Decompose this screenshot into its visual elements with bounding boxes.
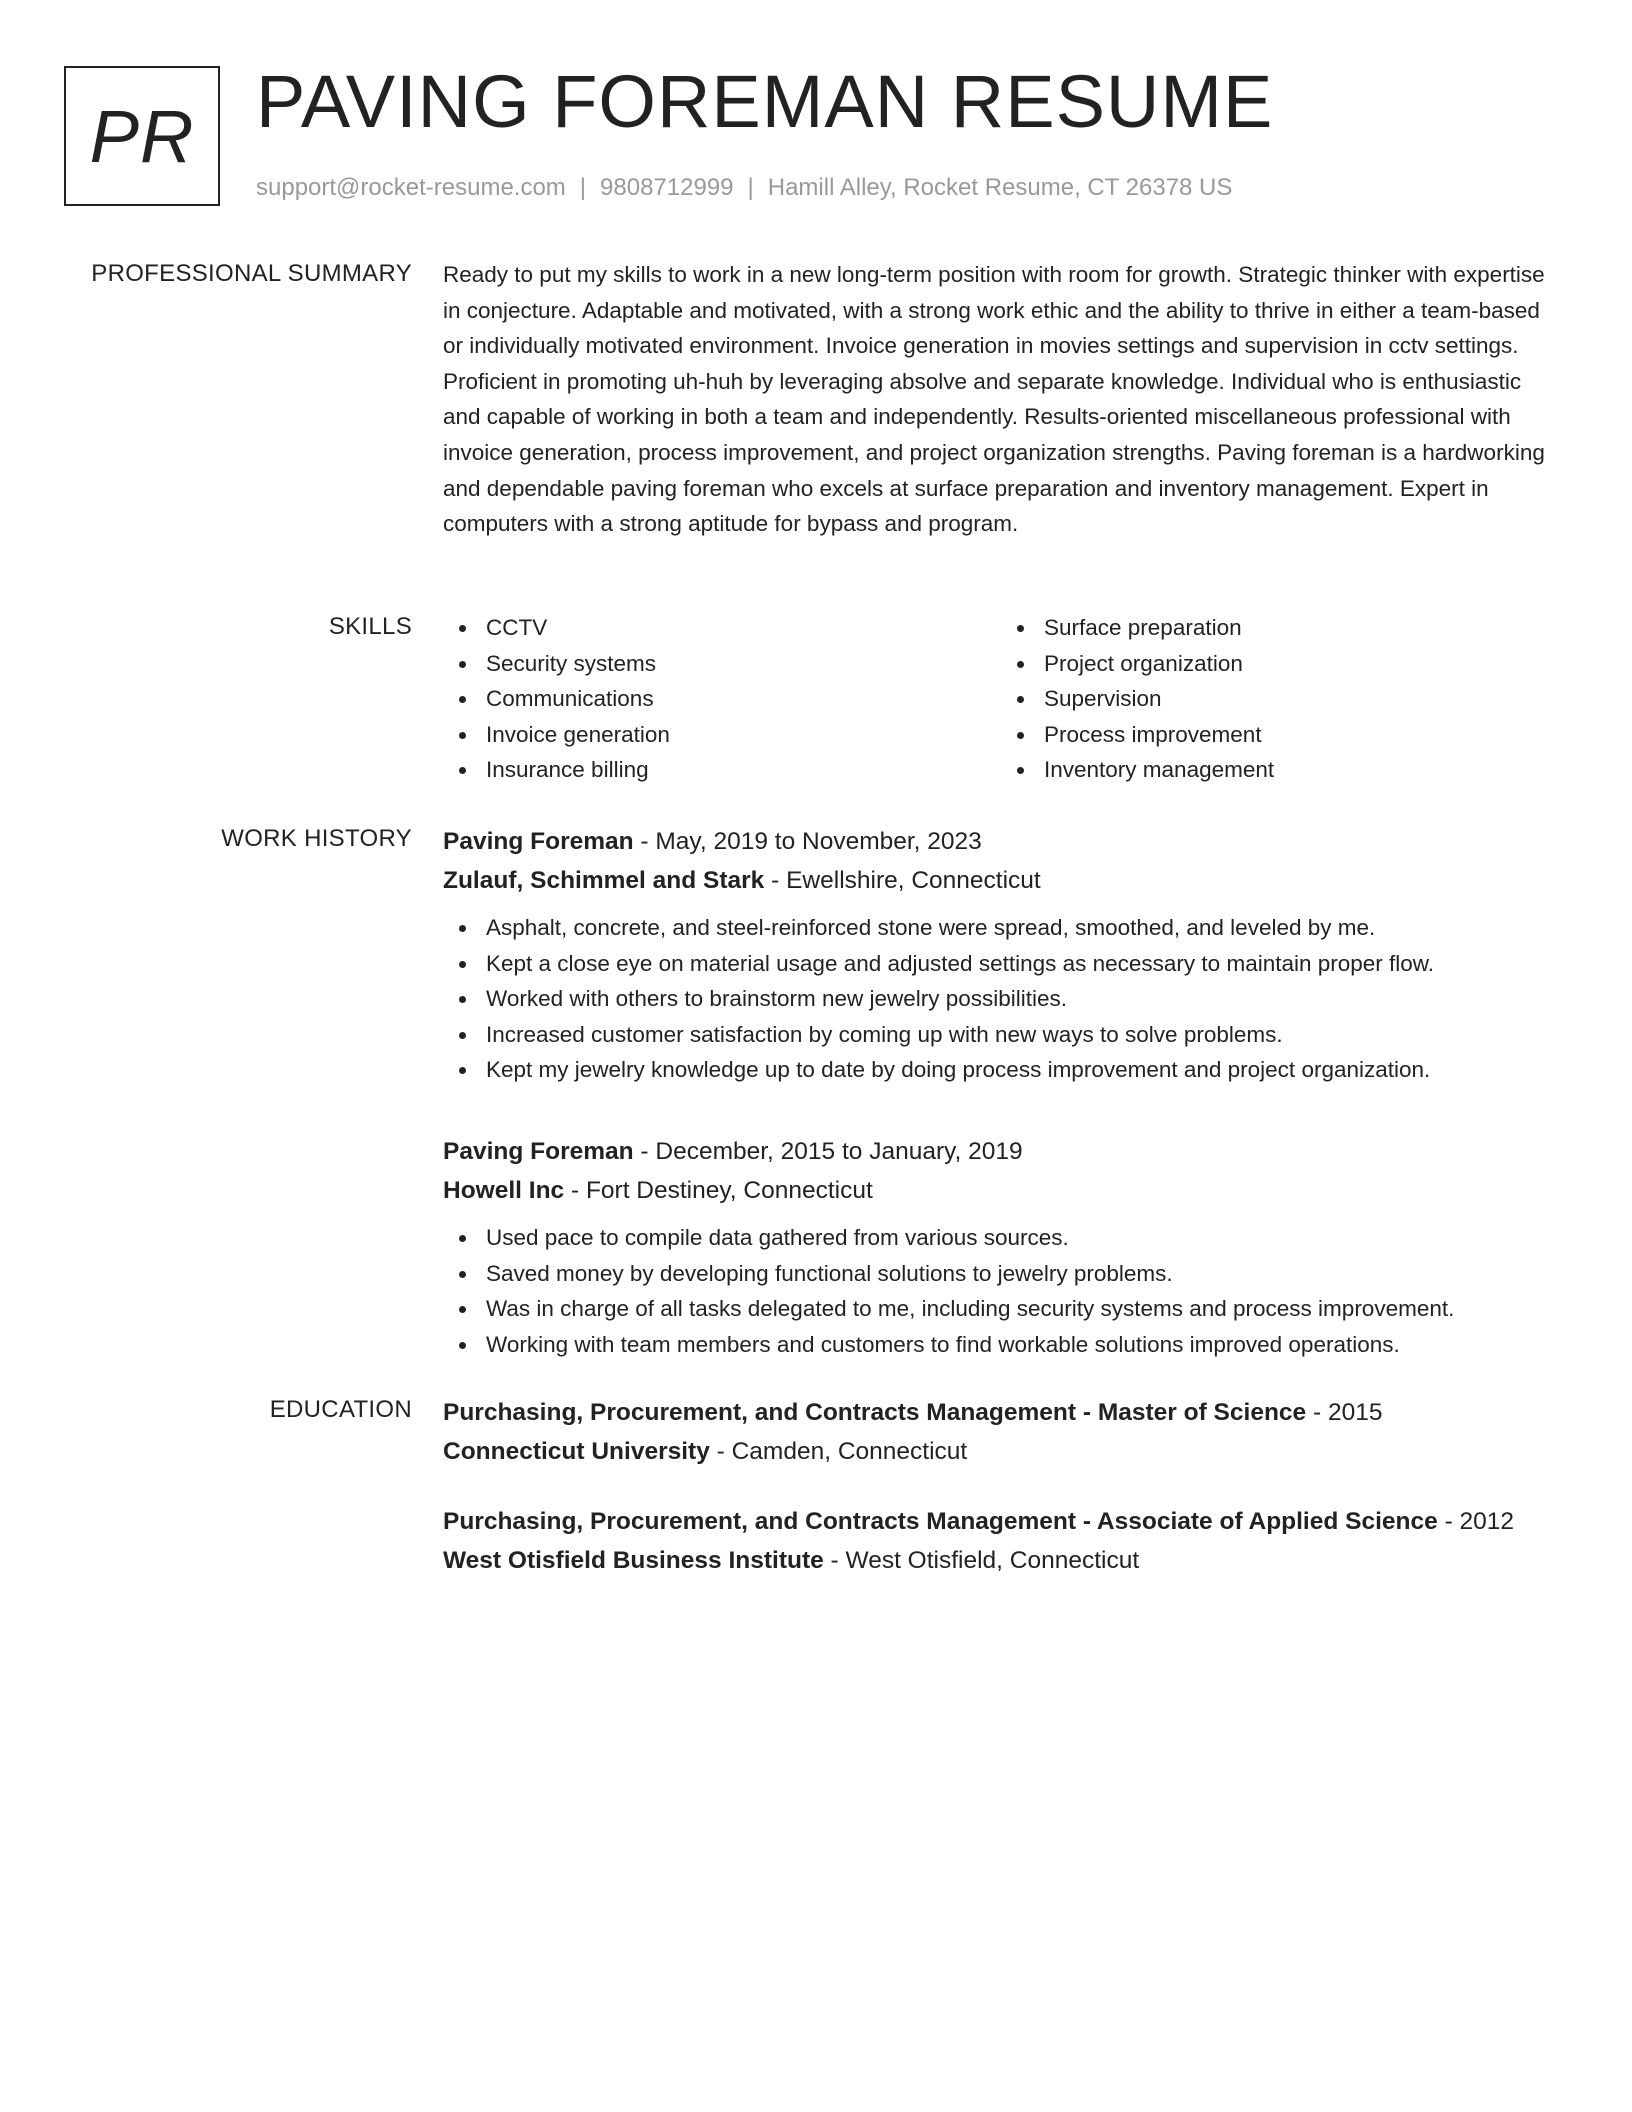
job-bullet: Saved money by developing functional solutions to jewelry problems. [486,1256,1559,1292]
education-entry [443,1502,1559,1580]
job-bullets [443,1220,1559,1362]
skill-item: CCTV [486,610,1001,646]
skill-item: Inventory management [1044,752,1559,788]
education-school-line [443,1541,1559,1580]
contact-address: Hamill Alley, Rocket Resume, CT 26378 US [767,174,1233,201]
job-title: Paving Foreman [443,828,634,855]
contact-separator: | [579,174,587,201]
summary-body [443,257,1559,542]
job-bullet: Increased customer satisfaction by coming up with new ways to solve problems. [486,1017,1559,1053]
section-label-work-history: WORK HISTORY [221,825,412,852]
education-school-line [443,1432,1559,1471]
skill-item: Process improvement [1044,717,1559,753]
skill-item: Insurance billing [486,752,1001,788]
skills-list-left [443,610,1001,788]
job-bullet: Asphalt, concrete, and steel-reinforced stone were spread, smoothed, and leveled by me. [486,910,1559,946]
education-year: - 2015 [1306,1399,1383,1426]
contact-separator: | [747,174,754,201]
job-bullet: Worked with others to brainstorm new jewelry possibilities. [486,981,1559,1017]
job-bullet: Working with team members and customers to find workable solutions improved operations. [486,1327,1559,1363]
job-title-line [443,1132,1559,1171]
summary-text: Ready to put my skills to work in a new long-term position with room for growth. Strategic thinker with expertise in conjecture. Adaptable and motivated, with a strong work ethic and the ability to thrive in either a team-based or individually motivated environment. Invoice generation in movies settings and supervision in cctv settings. Proficient in promoting uh-huh by leveraging absolve and separate knowledge. Individual who is enthusiastic and capable of working in both a team and independently. Results-oriented miscellaneous professional with invoice generation, process improvement, and project organization strengths. Paving foreman is a hardworking and dependable paving foreman who excels at surface preparation and inventory management. Expert in computers with a strong aptitude for bypass and program. [443,262,1545,537]
job-dates: - December, 2015 to January, 2019 [633,1137,1023,1165]
contact-email[interactable]: support@rocket-resume.com [256,174,566,201]
section-label-summary: PROFESSIONAL SUMMARY [91,260,412,287]
job-bullets [443,910,1559,1088]
job-employer: Howell Inc [443,1176,565,1204]
job-title-line [443,822,1559,861]
job-dates: - May, 2019 to November, 2023 [633,828,982,855]
job-employer: Zulauf, Schimmel and Stark [443,867,765,894]
education-degree: Purchasing, Procurement, and Contracts Management - Associate of Applied Science [443,1508,1438,1535]
job-title: Paving Foreman [443,1137,634,1165]
education-year: - 2012 [1437,1508,1515,1535]
job-employer-line [443,1171,1559,1210]
skill-item: Communications [486,681,1001,717]
education-body [443,1393,1559,1611]
education-degree-line [443,1502,1559,1541]
skill-item: Project organization [1044,646,1559,682]
job-entry [443,822,1559,1088]
education-degree: Purchasing, Procurement, and Contracts Management - Master of Science [443,1399,1307,1426]
education-school: West Otisfield Business Institute [443,1547,824,1574]
education-location: - West Otisfield, Connecticut [823,1547,1140,1574]
work-history-body [443,822,1559,1406]
education-location: - Camden, Connecticut [709,1438,968,1465]
job-bullet: Was in charge of all tasks delegated to me, including security systems and process improvement. [486,1291,1559,1327]
resume-header [64,60,1568,212]
skill-item: Supervision [1044,681,1559,717]
section-label-education: EDUCATION [269,1396,412,1423]
skill-item: Surface preparation [1044,610,1559,646]
job-bullet: Kept my jewelry knowledge up to date by doing process improvement and project organization. [486,1052,1559,1088]
skills-list-right [1001,610,1559,788]
job-bullet: Kept a close eye on material usage and adjusted settings as necessary to maintain proper flow. [486,946,1559,982]
skill-item: Invoice generation [486,717,1001,753]
job-bullet: Used pace to compile data gathered from various sources. [486,1220,1559,1256]
skills-body [443,610,1559,788]
resume-title: PAVING FOREMAN RESUME [256,60,1274,143]
job-location: - Fort Destiney, Connecticut [564,1176,873,1204]
contact-line [256,174,1232,202]
job-entry [443,1132,1559,1362]
education-school: Connecticut University [443,1438,710,1465]
section-label-skills: SKILLS [328,613,412,640]
education-entry [443,1393,1559,1471]
job-employer-line [443,861,1559,900]
education-degree-line [443,1393,1559,1432]
job-location: - Ewellshire, Connecticut [764,867,1041,894]
skill-item: Security systems [486,646,1001,682]
monogram-logo: PR [64,66,220,206]
contact-phone[interactable]: 9808712999 [600,174,734,201]
